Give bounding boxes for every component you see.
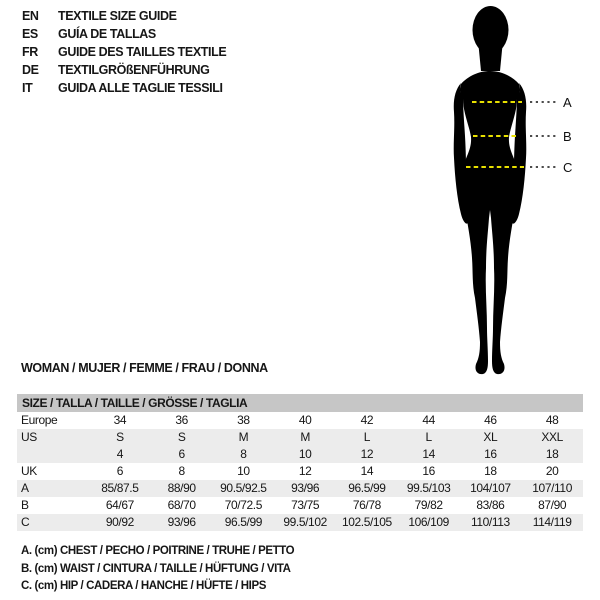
- table-cell: 68/70: [167, 498, 196, 512]
- table-cell: 99.5/103: [406, 481, 451, 495]
- table-cell: S: [116, 430, 124, 444]
- language-text: TEXTILGRÖßENFÜHRUNG: [58, 63, 210, 77]
- table-cell: S: [177, 430, 186, 444]
- table-row-label: C: [21, 515, 30, 529]
- table-cell: 64/67: [105, 498, 134, 512]
- table-cell: 93/96: [291, 481, 320, 495]
- language-code: IT: [22, 81, 33, 95]
- chest-marker-label: A: [563, 95, 572, 110]
- table-cell: L: [425, 430, 432, 444]
- table-cell: 73/75: [291, 498, 320, 512]
- leader-lines: [530, 102, 556, 167]
- table-cell: 4: [116, 447, 124, 461]
- table-cell: M: [300, 430, 310, 444]
- size-table: [17, 394, 583, 531]
- table-cell: 6: [116, 464, 124, 478]
- table-cell: M: [238, 430, 249, 444]
- language-list: [22, 7, 226, 97]
- legend-line: C. (cm) HIP / CADERA / HANCHE / HÜFTE / HIPS: [21, 580, 267, 592]
- table-row: [17, 446, 583, 463]
- table-cell: 70/72.5: [224, 498, 262, 512]
- table-cell: 107/110: [532, 481, 572, 495]
- table-cell: 99.5/102: [283, 515, 327, 529]
- table-cell: 14: [360, 464, 374, 478]
- table-cell: 114/119: [532, 515, 572, 529]
- table-cell: 8: [240, 447, 247, 461]
- hip-marker-label: C: [563, 160, 573, 175]
- table-row: [17, 463, 583, 480]
- table-cell: 20: [545, 464, 559, 478]
- table-row-label: [17, 446, 89, 463]
- language-code: EN: [22, 9, 39, 23]
- table-cell: 93/96: [167, 515, 196, 529]
- table-cell: 6: [178, 447, 185, 461]
- table-cell: 16: [484, 447, 497, 461]
- table-cell: 18: [484, 464, 497, 478]
- language-line-it: [22, 79, 226, 97]
- language-code: ES: [22, 27, 38, 41]
- torso-legs-shape: [460, 71, 520, 374]
- table-row: [17, 497, 583, 514]
- woman-silhouette: [454, 6, 527, 374]
- table-row-label: B: [21, 498, 29, 512]
- table-row: [17, 514, 583, 531]
- language-code: DE: [22, 63, 39, 77]
- table-cell: 110/113: [470, 515, 510, 529]
- table-row: [17, 429, 583, 446]
- language-line-de: [22, 61, 226, 79]
- table-cell: 96.5/99: [224, 515, 262, 529]
- table-cell: 46: [484, 413, 497, 427]
- table-cell: 104/107: [470, 481, 511, 495]
- table-cell: 106/109: [408, 515, 449, 529]
- table-cell: 88/90: [167, 481, 196, 495]
- table-row-label: UK: [21, 464, 37, 478]
- woman-silhouette-figure: [420, 0, 600, 380]
- table-row-label: Europe: [21, 413, 58, 427]
- table-cell: 42: [360, 413, 374, 427]
- table-cell: 79/82: [414, 498, 443, 512]
- legend-line: A. (cm) CHEST / PECHO / POITRINE / TRUHE / PETTO: [21, 545, 295, 557]
- table-cell: 12: [360, 447, 374, 461]
- size-table-header: SIZE / TALLA / TAILLE / GRÖSSE / TAGLIA: [17, 394, 583, 412]
- table-cell: 10: [237, 464, 250, 478]
- table-row-label: A: [21, 481, 29, 495]
- table-row: [17, 480, 583, 497]
- waist-marker-label: B: [563, 129, 572, 144]
- table-cell: 40: [298, 413, 312, 427]
- table-cell: 16: [422, 464, 435, 478]
- table-cell: 90.5/92.5: [220, 481, 267, 495]
- table-cell: 96.5/99: [348, 481, 386, 495]
- language-text: TEXTILE SIZE GUIDE: [58, 9, 177, 23]
- table-cell: 76/78: [352, 498, 381, 512]
- language-text: GUÍA DE TALLAS: [58, 27, 156, 41]
- language-text: GUIDE DES TAILLES TEXTILE: [58, 45, 227, 59]
- table-cell: 90/92: [105, 515, 134, 529]
- table-cell: 12: [298, 464, 312, 478]
- language-line-es: [22, 25, 226, 43]
- table-row-label: US: [21, 430, 37, 444]
- table-cell: XL: [483, 430, 498, 444]
- table-cell: 85/87.5: [101, 481, 139, 495]
- legend-line: B. (cm) WAIST / CINTURA / TAILLE / HÜFTUNG / VITA: [21, 562, 291, 575]
- language-code: FR: [22, 45, 38, 59]
- table-cell: 87/90: [538, 498, 567, 512]
- section-title: WOMAN / MUJER / FEMME / FRAU / DONNA: [21, 361, 268, 375]
- table-cell: 14: [422, 447, 435, 461]
- table-cell: 8: [178, 464, 185, 478]
- table-cell: 44: [422, 413, 435, 427]
- language-line-en: [22, 7, 226, 25]
- table-cell: 102.5/105: [341, 515, 392, 529]
- table-cell: 18: [545, 447, 559, 461]
- size-table-body: [17, 412, 583, 531]
- table-cell: 36: [175, 413, 188, 427]
- table-cell: 38: [237, 413, 250, 427]
- table-cell: L: [363, 430, 371, 444]
- table-row: [17, 412, 583, 429]
- table-cell: 34: [113, 413, 127, 427]
- language-text: GUIDA ALLE TAGLIE TESSILI: [58, 81, 223, 95]
- table-cell: 83/86: [476, 498, 505, 512]
- table-cell: 48: [545, 413, 559, 427]
- table-cell: 10: [298, 447, 312, 461]
- measurement-legend: [21, 543, 294, 596]
- table-cell: XXL: [541, 430, 563, 444]
- language-line-fr: [22, 43, 226, 61]
